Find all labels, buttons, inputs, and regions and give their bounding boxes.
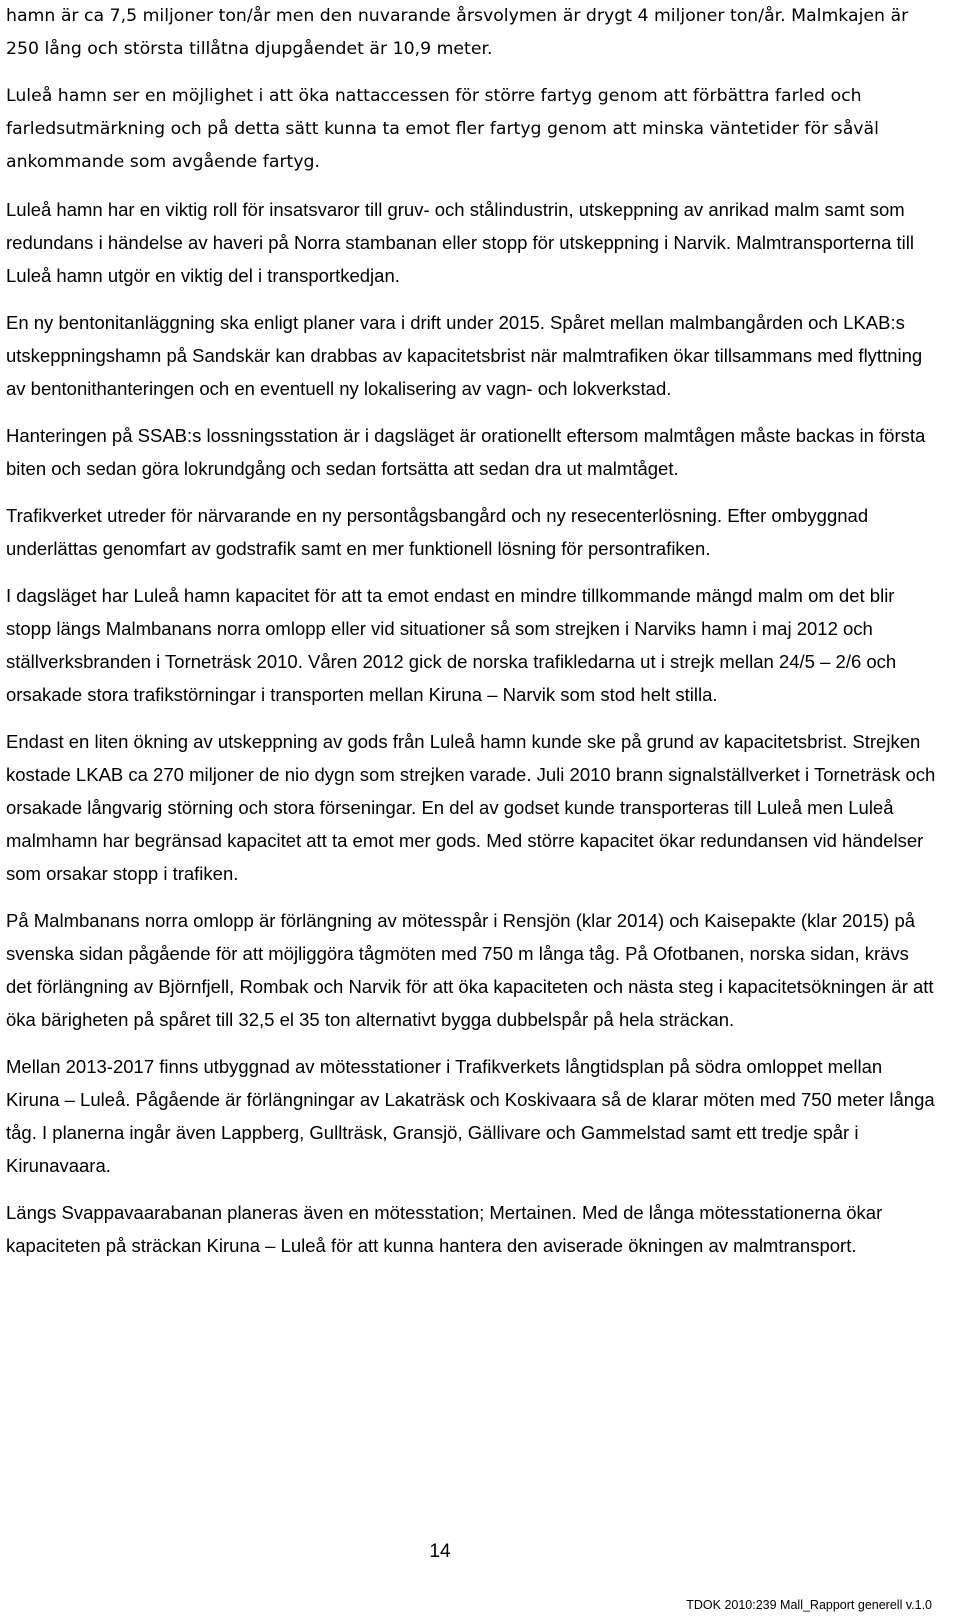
paragraph-5: Hanteringen på SSAB:s lossningsstation är i dagsläget är orationellt eftersom malmtågen måste backas in första biten och sedan göra lokrundgång och sedan fortsätta att sedan dra ut malmtåget.	[6, 425, 926, 479]
paragraph-6: Trafikverket utreder för närvarande en ny persontågsbangård och ny resecenterlösning. Efter ombyggnad underlättas genomfart av godstrafik samt en mer funktionell lösning för persontrafiken.	[6, 505, 869, 559]
paragraph-2: Luleå hamn ser en möjlighet i att öka nattaccessen för större fartyg genom att förbättra farled och farledsutmärkning och på detta sätt kunna ta emot fler fartyg genom att minska väntetider för såväl ankommande som avgående fartyg.	[6, 86, 879, 172]
paragraph-3: Luleå hamn har en viktig roll för insatsvaror till gruv- och stålindustrin, utskeppning av anrikad malm samt som redundans i händelse av haveri på Norra stambanan eller stopp för utskeppning i Narvik. Malmtransporterna till Luleå hamn utgör en viktig del i transportkedjan.	[6, 199, 914, 286]
paragraph-7: I dagsläget har Luleå hamn kapacitet för att ta emot endast en mindre tillkommande mängd malm om det blir stopp längs Malmbanans norra omlopp eller vid situationer så som strejken i Narviks hamn i maj 2012 och ställverksbranden i Torneträsk 2010. Våren 2012 gick de norska trafikledarna ut i strejk mellan 24/5 – 2/6 och orsakade stora trafikstörningar i transporten mellan Kiruna – Narvik som stod helt stilla.	[6, 585, 897, 705]
paragraph-11: Längs Svappavaarabanan planeras även en mötesstation; Mertainen. Med de långa mötesstationerna ökar kapaciteten på sträckan Kiruna – Luleå för att kunna hantera den aviserade ökningen av malmtransport.	[6, 1202, 883, 1256]
paragraph-1: hamn är ca 7,5 miljoner ton/år men den nuvarande årsvolymen är drygt 4 miljoner ton/år. Malmkajen är 250 lång och största tillåtna djupgåendet är 10,9 meter.	[6, 6, 909, 59]
paragraph-8: Endast en liten ökning av utskeppning av gods från Luleå hamn kunde ske på grund av kapacitetsbrist. Strejken kostade LKAB ca 270 miljoner de nio dygn som strejken varade. Juli 2010 brann signalställverket i Torneträsk och orsakade långvarig störning och stora förseningar. En del av godset kunde transporteras till Luleå men Luleå malmhamn har begränsad kapacitet att ta emot mer gods. Med större kapacitet ökar redundansen vid händelser som orsakar stopp i trafiken.	[6, 731, 936, 884]
paragraph-9: På Malmbanans norra omlopp är förlängning av mötesspår i Rensjön (klar 2014) och Kaisepakte (klar 2015) på svenska sidan pågående för att möjliggöra tågmöten med 750 m långa tåg. På Ofotbanen, norska sidan, krävs det förlängning av Björnfjell, Rombak och Narvik för att öka kapaciteten och nästa steg i kapacitetsökningen är att öka bärigheten på spåret till 32,5 el 35 ton alternativt bygga dubbelspår på hela sträckan.	[6, 910, 934, 1030]
paragraph-10: Mellan 2013-2017 finns utbyggnad av mötesstationer i Trafikverkets långtidsplan på södra omloppet mellan Kiruna – Luleå. Pågående är förlängningar av Lakaträsk och Koskivaara så de klarar möten med 750 meter långa tåg. I planerna ingår även Lappberg, Gullträsk, Gransjö, Gällivare och Gammelstad samt ett tredje spår i Kirunavaara.	[6, 1056, 935, 1176]
footer-template-id: TDOK 2010:239 Mall_Rapport generell v.1.0	[686, 1598, 932, 1612]
page-number: 14	[429, 1541, 451, 1562]
document-body	[6, 0, 936, 1276]
paragraph-4: En ny bentonitanläggning ska enligt planer vara i drift under 2015. Spåret mellan malmbangården och LKAB:s utskeppningshamn på Sandskär kan drabbas av kapacitetsbrist när malmtrafiken ökar tillsammans med flyttning av bentonithanteringen och en eventuell ny lokalisering av vagn- och lokverkstad.	[6, 312, 923, 399]
